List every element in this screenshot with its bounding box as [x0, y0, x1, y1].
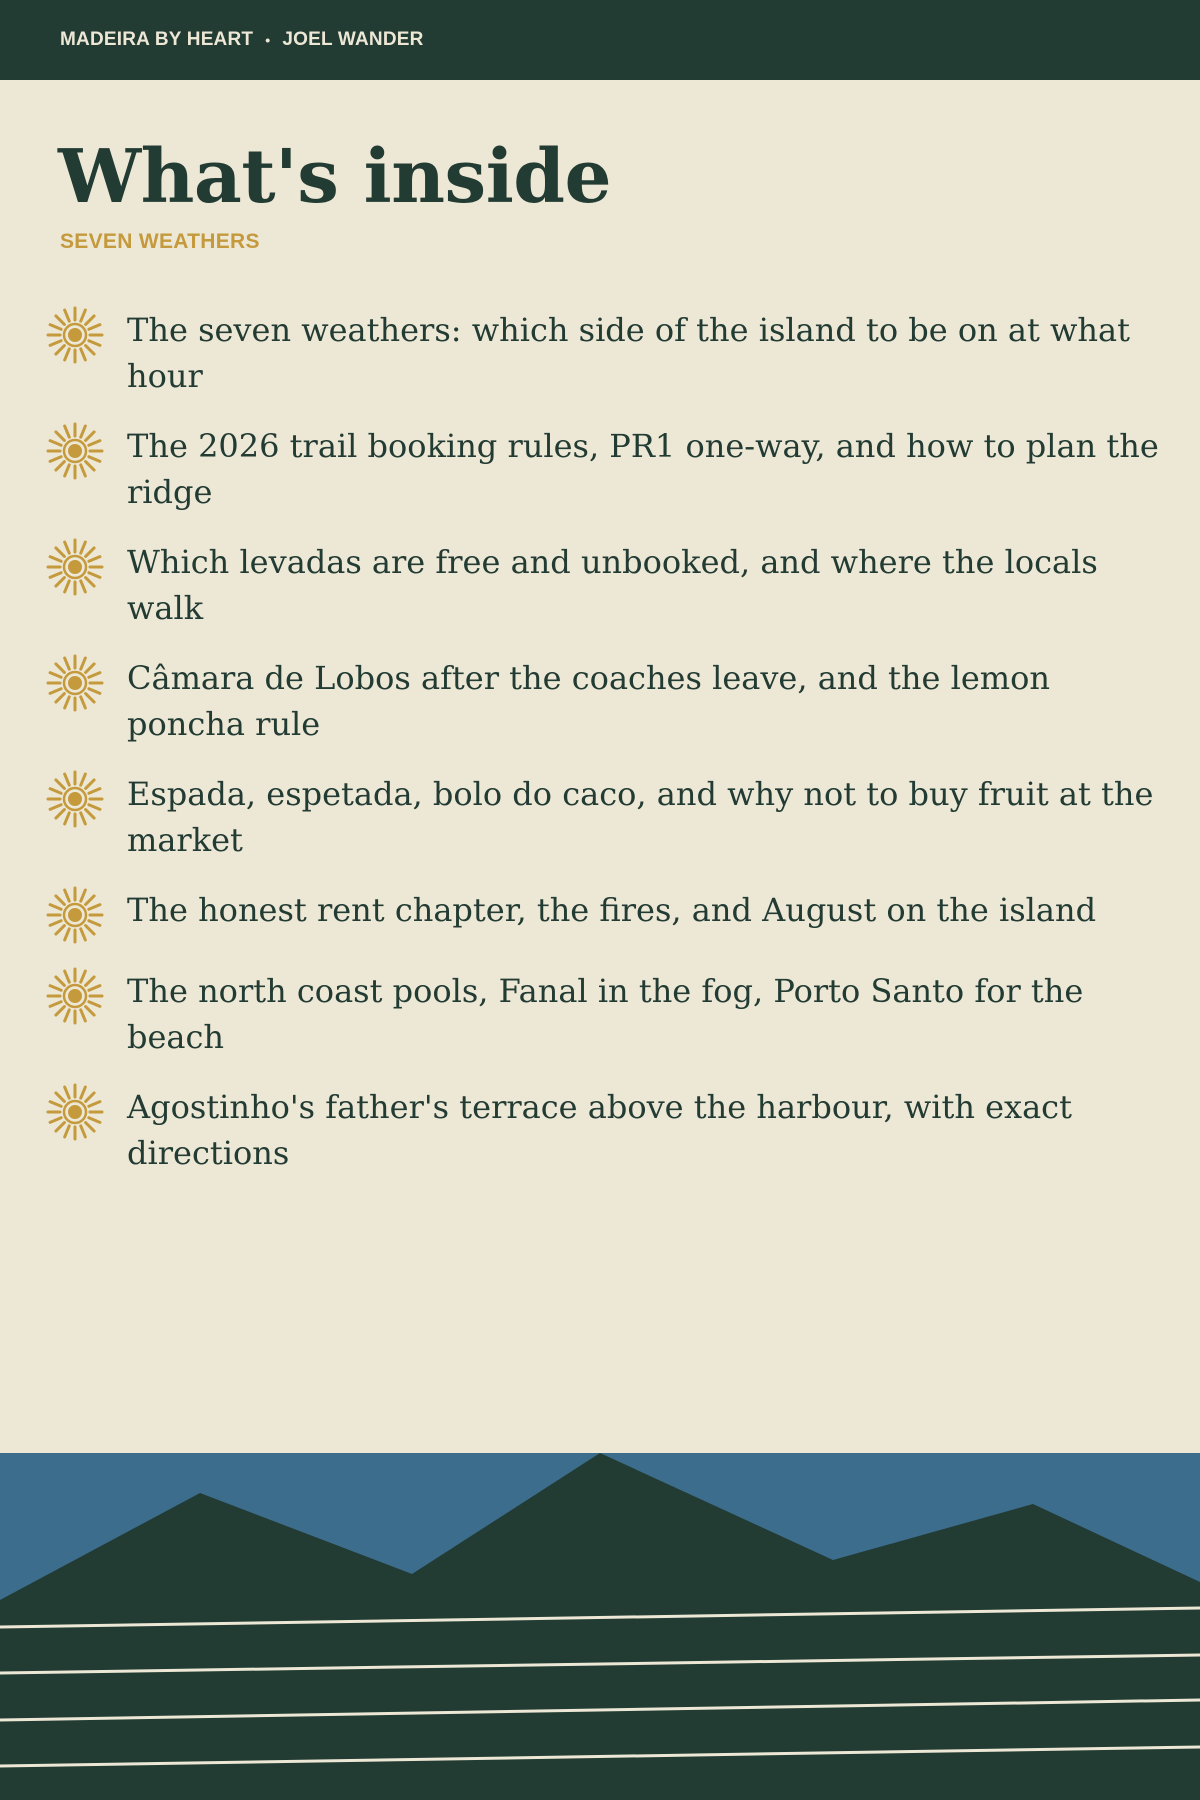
- author-name: JOEL WANDER: [282, 29, 424, 50]
- header-separator: •: [265, 32, 271, 48]
- list-item-text: The north coast pools, Fanal in the fog, Porto Santo for the beach: [127, 972, 1084, 1056]
- book-title: MADEIRA BY HEART: [60, 29, 254, 50]
- sun-icon: [46, 967, 104, 1025]
- list-item: [50, 427, 1160, 515]
- list-item-text: The honest rent chapter, the fires, and August on the island: [127, 891, 1097, 929]
- list-item-text: Agostinho's father's terrace above the harbour, with exact directions: [127, 1088, 1072, 1172]
- sun-icon: [46, 654, 104, 712]
- sun-icon: [46, 770, 104, 828]
- header-bar: [0, 0, 1200, 80]
- list-item: [50, 972, 1160, 1060]
- sun-icon: [46, 538, 104, 596]
- list-item-text: The seven weathers: which side of the island to be on at what hour: [127, 311, 1130, 395]
- page-title: What's inside: [58, 134, 612, 220]
- list-item: [50, 1088, 1160, 1176]
- sun-icon: [46, 306, 104, 364]
- list-item-text: Câmara de Lobos after the coaches leave, and the lemon poncha rule: [127, 659, 1050, 743]
- list-item: [50, 775, 1160, 863]
- sun-icon: [46, 1083, 104, 1141]
- list-item-text: Espada, espetada, bolo do caco, and why not to buy fruit at the market: [127, 775, 1154, 859]
- contents-list: [50, 311, 1160, 1204]
- sun-icon: [46, 886, 104, 944]
- mountain-landscape-illustration: [0, 1453, 1200, 1800]
- list-item-text: Which levadas are free and unbooked, and where the locals walk: [127, 543, 1098, 627]
- list-item: [50, 659, 1160, 747]
- list-item: [50, 891, 1160, 944]
- list-item-text: The 2026 trail booking rules, PR1 one-way, and how to plan the ridge: [127, 427, 1159, 511]
- sun-icon: [46, 422, 104, 480]
- list-item: [50, 543, 1160, 631]
- page-subtitle: SEVEN WEATHERS: [60, 230, 260, 253]
- list-item: [50, 311, 1160, 399]
